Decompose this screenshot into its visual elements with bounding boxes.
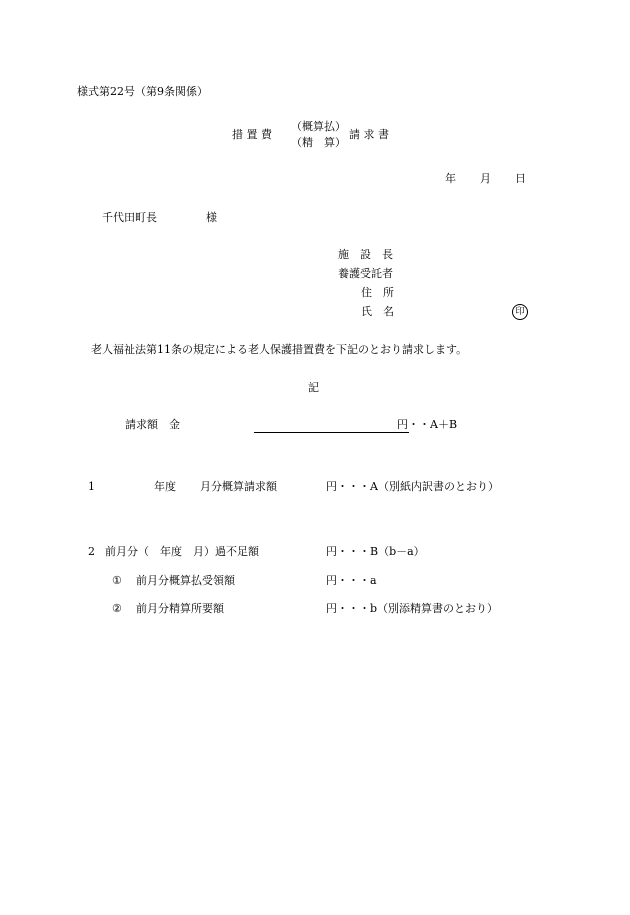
date-day: 日	[515, 172, 526, 185]
facility-head-label: 施 設 長	[338, 248, 393, 261]
title-suffix: 請 求 書	[349, 128, 389, 141]
item2-number: 2	[88, 545, 95, 558]
sub2-amount: 円・・・b（別添精算書のとおり）	[326, 602, 499, 615]
title-prefix: 措 置 費	[232, 128, 272, 141]
guardian-label: 養護受託者	[338, 267, 393, 280]
item2-label: 前月分（ 年度 月）過不足額	[105, 545, 259, 558]
name-label: 氏 名	[361, 305, 394, 318]
item2-amount: 円・・・B（b－a）	[326, 545, 425, 558]
item1-label: 月分概算請求額	[200, 480, 277, 493]
item1-number: 1	[88, 480, 95, 493]
body-text: 老人福祉法第11条の規定による老人保護措置費を下記のとおり請求します。	[91, 343, 468, 356]
seal-mark: 印	[512, 304, 528, 320]
sub2-mark: ②	[112, 602, 122, 615]
title-alt-top: （概算払）	[291, 120, 346, 133]
claim-label: 請求額 金	[125, 418, 180, 431]
addressee-name: 千代田町長	[102, 211, 157, 224]
claim-unit: 円・・A＋B	[397, 418, 458, 431]
sub1-label: 前月分概算払受領額	[136, 574, 235, 587]
sub2-label: 前月分精算所要額	[136, 602, 224, 615]
date-year: 年	[445, 172, 456, 185]
addressee-honorific: 様	[206, 211, 217, 224]
title-alt-bottom: （精 算）	[291, 136, 346, 149]
address-label: 住 所	[361, 286, 394, 299]
item1-amount: 円・・・A（別紙内訳書のとおり）	[326, 480, 499, 493]
form-number: 様式第22号（第9条関係）	[77, 85, 208, 98]
date-month: 月	[480, 172, 491, 185]
item1-fiscal-year: 年度	[154, 480, 176, 493]
ki-label: 記	[308, 381, 319, 394]
sub1-mark: ①	[112, 574, 122, 587]
claim-amount-line	[254, 432, 409, 433]
sub1-amount: 円・・・a	[326, 574, 377, 587]
